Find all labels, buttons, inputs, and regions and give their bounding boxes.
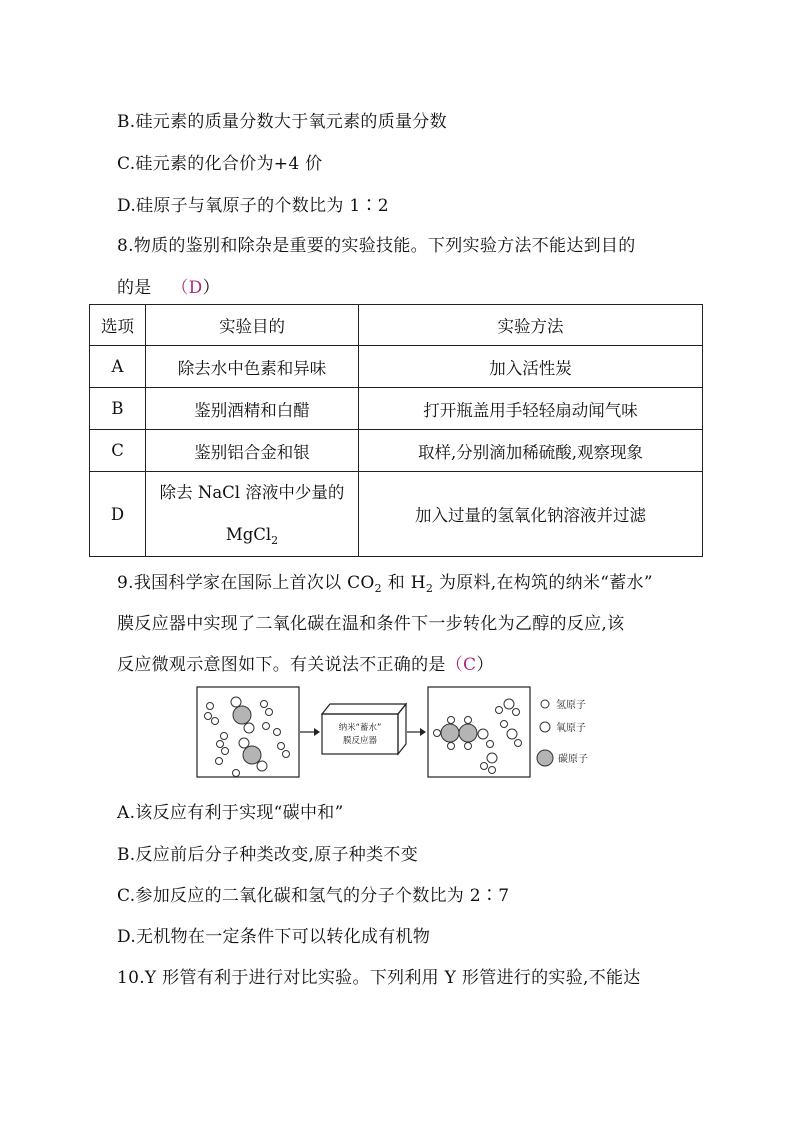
header-method: 实验方法 [359, 305, 703, 346]
q9-stem-text: 反应微观示意图如下。有关说法不正确的是 [117, 655, 446, 675]
row-method: 打开瓶盖用手轻轻扇动闻气味 [359, 388, 703, 430]
q8-stem-text: 的是 [117, 278, 152, 298]
q8-answer-open: （ [171, 278, 189, 298]
hydrogen-atom [205, 713, 212, 720]
row-option: B [90, 388, 146, 430]
hydrogen-atom [465, 743, 472, 750]
row-method: 加入过量的氢氧化钠溶液并过滤 [359, 472, 703, 557]
q7-option-b: B.硅元素的质量分数大于氧元素的质量分数 [117, 112, 447, 132]
q9-text-b: 和 H [381, 573, 426, 593]
reactor-label-line1: 纳米“蓄水” [338, 723, 382, 733]
hydrogen-atom [481, 763, 488, 770]
row-option: D [90, 472, 146, 557]
hydrogen-atom [448, 717, 455, 724]
hydrogen-atom [221, 733, 228, 740]
oxygen-atom [504, 699, 514, 709]
carbon-atom-icon [537, 750, 553, 766]
header-purpose: 实验目的 [146, 305, 359, 346]
oxygen-atom [231, 697, 241, 707]
table-row [90, 388, 703, 430]
legend-oxygen-label: 氧原子 [556, 723, 586, 734]
q9-option-a: A.该反应有利于实现“碳中和” [117, 803, 344, 823]
q8-table [89, 304, 703, 557]
product-molecules [434, 699, 522, 774]
hydrogen-atom [222, 748, 229, 755]
hydrogen-atom [212, 718, 219, 725]
q7-option-d: D.硅原子与氧原子的个数比为 1∶2 [117, 196, 389, 216]
oxygen-atom-icon [540, 722, 550, 732]
q9-answer: C [463, 655, 477, 675]
hydrogen-atom [487, 741, 494, 748]
q9-stem-line1 [117, 568, 653, 593]
table-header-row [90, 305, 703, 346]
q9-text-a: 9.我国科学家在国际上首次以 CO [117, 573, 375, 593]
co2-subscript: 2 [374, 582, 382, 595]
arrow-head [420, 728, 426, 736]
hydrogen-atom [217, 741, 224, 748]
hydrogen-atom [501, 721, 508, 728]
hydrogen-atom [233, 770, 240, 777]
hydrogen-atom [513, 709, 520, 716]
row-option: A [90, 346, 146, 388]
table-row [90, 430, 703, 472]
q10-stem-line1: 10.Y 形管有利于进行对比实验。下列利用 Y 形管进行的实验,不能达 [117, 968, 641, 988]
q9-answer-close: ） [476, 655, 494, 675]
oxygen-atom [487, 753, 497, 763]
table-row [90, 472, 703, 557]
row-purpose-line1: 除去 NaCl 溶液中少量的 [159, 483, 345, 502]
hydrogen-atom [266, 709, 273, 716]
legend [537, 700, 553, 766]
row-purpose-line2 [152, 514, 352, 556]
q8-answer-close: ） [202, 278, 220, 298]
oxygen-atom [478, 729, 488, 739]
q9-option-c: C.参加反应的二氧化碳和氢气的分子个数比为 2∶7 [117, 886, 510, 906]
hydrogen-atom [274, 729, 281, 736]
legend-hydrogen-label: 氢原子 [556, 700, 586, 711]
q9-stem-line3 [117, 650, 494, 675]
q8-stem-line1: 8.物质的鉴别和除杂是重要的实验技能。下列实验方法不能达到目的 [117, 236, 636, 256]
reaction-diagram [196, 686, 616, 780]
h2-subscript: 2 [425, 582, 434, 595]
q9-text-c: 为原料,在构筑的纳米“蓄水” [433, 573, 653, 593]
hydrogen-atom [448, 743, 455, 750]
hydrogen-atom-icon [541, 700, 549, 708]
table-row [90, 346, 703, 388]
reactor-label-line2: 膜反应器 [342, 736, 378, 746]
hydrogen-atom [216, 758, 223, 765]
row-purpose: 除去水中色素和异味 [146, 346, 359, 388]
legend-carbon-label: 碳原子 [558, 754, 588, 765]
oxygen-atom [244, 723, 254, 733]
row-purpose: 鉴别铝合金和银 [146, 430, 359, 472]
row-option: C [90, 430, 146, 472]
hydrogen-atom [283, 751, 290, 758]
hydrogen-atom [465, 717, 472, 724]
mgcl-text: MgCl [225, 525, 272, 544]
row-purpose [146, 472, 359, 557]
q9-stem-line2: 膜反应器中实现了二氧化碳在温和条件下一步转化为乙醇的反应,该 [117, 614, 625, 634]
header-option: 选项 [90, 305, 146, 346]
carbon-atom [243, 746, 261, 764]
row-method: 取样,分别滴加稀硫酸,观察现象 [359, 430, 703, 472]
row-method: 加入活性炭 [359, 346, 703, 388]
arrow-head [314, 728, 320, 736]
carbon-atom [233, 706, 251, 724]
q9-option-d: D.无机物在一定条件下可以转化成有机物 [117, 927, 431, 947]
row-purpose: 鉴别酒精和白醋 [146, 388, 359, 430]
carbon-atom [441, 724, 459, 742]
q9-option-b: B.反应前后分子种类改变,原子种类不变 [117, 845, 418, 865]
oxygen-atom [239, 738, 249, 748]
hydrogen-atom [207, 703, 214, 710]
q8-stem-line2 [117, 273, 220, 298]
hydrogen-atom [515, 740, 522, 747]
carbon-atom [459, 724, 477, 742]
q9-answer-open: （ [445, 655, 464, 675]
hydrogen-atom [261, 701, 268, 708]
mgcl-subscript: 2 [271, 534, 279, 547]
hydrogen-atom [263, 723, 270, 730]
oxygen-atom [257, 761, 267, 771]
hydrogen-atom [278, 743, 285, 750]
hydrogen-atom [489, 767, 496, 774]
hydrogen-atom [496, 707, 503, 714]
q7-option-c: C.硅元素的化合价为+4 价 [117, 154, 323, 174]
hydrogen-atom [434, 730, 441, 737]
reactant-molecules [205, 697, 290, 777]
oxygen-atom [507, 729, 517, 739]
q8-answer: D [188, 278, 203, 298]
